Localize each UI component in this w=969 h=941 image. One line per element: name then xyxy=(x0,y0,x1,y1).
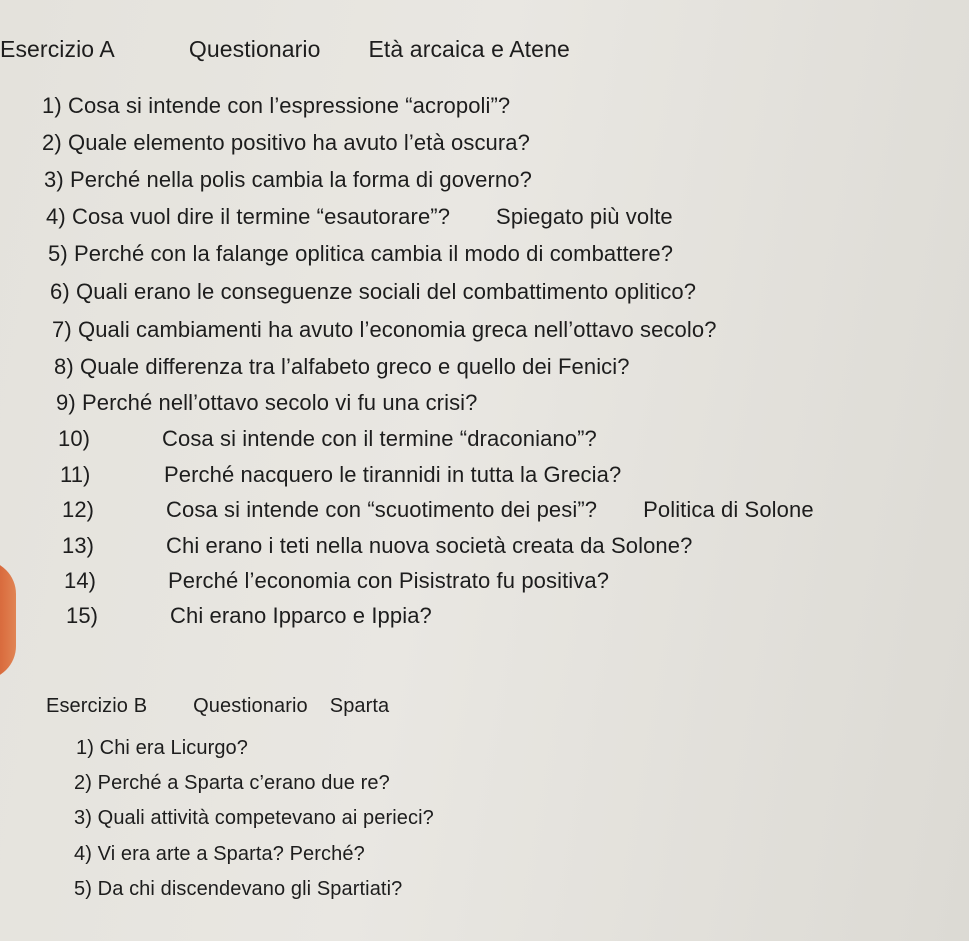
exercise-b-topic: Sparta xyxy=(329,695,390,717)
exercise-b-header xyxy=(46,693,389,719)
finger-edge xyxy=(0,560,16,680)
exercise-b-label: Esercizio B xyxy=(46,695,148,717)
question-b-3: 3) Quali attività competevano ai perieci? xyxy=(74,807,434,829)
question-a-12-note: Politica di Solone xyxy=(643,497,814,522)
question-a-13: 13) Chi erano i teti nella nuova società creata da Solone? xyxy=(62,533,693,558)
exercise-a-kind: Questionario xyxy=(188,36,321,62)
question-a-2: 2) Quale elemento positivo ha avuto l’età oscura? xyxy=(42,130,530,155)
question-a-12: 12) Cosa si intende con “scuotimento dei pesi”? Politica di Solone xyxy=(62,497,814,522)
exercise-a-label: Esercizio A xyxy=(0,36,115,62)
question-a-11: 11) Perché nacquero le tirannidi in tutta la Grecia? xyxy=(60,462,622,487)
question-a-6: 6) Quali erano le conseguenze sociali del combattimento oplitico? xyxy=(50,279,697,304)
question-a-3: 3) Perché nella polis cambia la forma di governo? xyxy=(44,167,532,192)
question-a-10: 10) Cosa si intende con il termine “draconiano”? xyxy=(58,426,597,451)
question-a-15: 15) Chi erano Ipparco e Ippia? xyxy=(66,603,432,628)
question-a-8: 8) Quale differenza tra l’alfabeto greco e quello dei Fenici? xyxy=(54,354,630,379)
question-b-1: 1) Chi era Licurgo? xyxy=(76,737,249,759)
exercise-a-header xyxy=(0,36,570,62)
question-b-5: 5) Da chi discendevano gli Spartiati? xyxy=(74,878,403,900)
exercise-a-topic: Età arcaica e Atene xyxy=(368,36,570,62)
question-a-1: 1) Cosa si intende con l’espressione “acropoli”? xyxy=(42,93,511,118)
question-a-5: 5) Perché con la falange oplitica cambia il modo di combattere? xyxy=(48,241,674,266)
question-b-4: 4) Vi era arte a Sparta? Perché? xyxy=(74,843,365,865)
question-a-4-note: Spiegato più volte xyxy=(496,204,673,229)
question-a-9: 9) Perché nell’ottavo secolo vi fu una crisi? xyxy=(56,390,478,415)
question-a-7: 7) Quali cambiamenti ha avuto l’economia greca nell’ottavo secolo? xyxy=(52,317,717,342)
exercise-b-kind: Questionario xyxy=(193,695,308,717)
question-b-2: 2) Perché a Sparta c’erano due re? xyxy=(74,772,390,794)
question-a-14: 14) Perché l’economia con Pisistrato fu positiva? xyxy=(64,568,610,593)
question-a-4: 4) Cosa vuol dire il termine “esautorare”? Spiegato più volte xyxy=(46,204,673,229)
